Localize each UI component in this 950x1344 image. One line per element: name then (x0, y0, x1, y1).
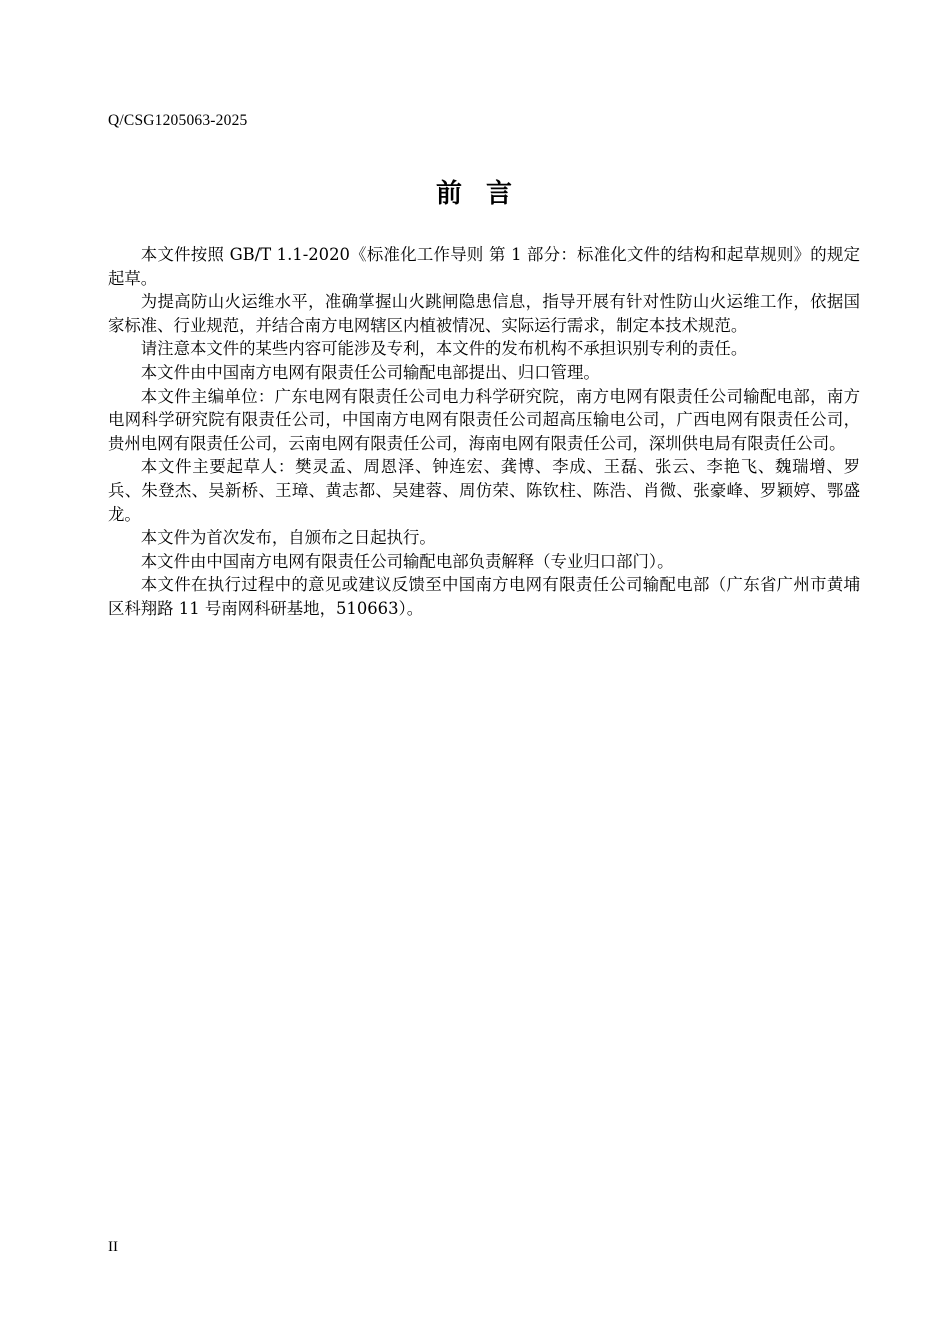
paragraph-proposing-organization: 本文件由中国南方电网有限责任公司输配电部提出、归口管理。 (140, 362, 600, 382)
paragraph-first-release: 本文件为首次发布，自颁布之日起执行。 (140, 528, 436, 548)
page-title-char-2: 言 (486, 179, 515, 209)
paragraph-feedback: 本文件在执行过程中的意见或建议反馈至中国南方电网有限责任公司输配电部（广东省广州市黄埔区科翔路 11 号南网科研基地，510663）。 (108, 575, 860, 618)
foreword-body (108, 243, 860, 621)
page-title (0, 178, 950, 212)
paragraph-patent-notice: 请注意本文件的某些内容可能涉及专利，本文件的发布机构不承担识别专利的责任。 (140, 339, 748, 359)
paragraph-main-drafters: 本文件主要起草人：樊灵孟、周恩泽、钟连宏、龚博、李成、王磊、张云、李艳飞、魏瑞增、罗兵、朱登杰、吴新桥、王璋、黄志都、吴建蓉、周仿荣、陈钦柱、陈浩、肖微、张豪峰、罗颖婷、鄂盛龙。 (108, 457, 860, 524)
page-title-char-1: 前 (435, 179, 464, 209)
document-standard-number: Q/CSG1205063-2025 (108, 112, 248, 129)
page-number: II (108, 1239, 118, 1255)
paragraph-purpose: 为提高防山火运维水平，准确掌握山火跳闸隐患信息，指导开展有针对性防山火运维工作，依据国家标准、行业规范，并结合南方电网辖区内植被情况、实际运行需求，制定本技术规范。 (108, 292, 860, 335)
paragraph-interpretation: 本文件由中国南方电网有限责任公司输配电部负责解释（专业归口部门）。 (140, 551, 674, 571)
paragraph-drafting-basis: 本文件按照 GB/T 1.1-2020《标准化工作导则 第 1 部分：标准化文件的结构和起草规则》的规定起草。 (108, 245, 860, 288)
paragraph-editing-units: 本文件主编单位：广东电网有限责任公司电力科学研究院，南方电网有限责任公司输配电部，南方电网科学研究院有限责任公司，中国南方电网有限责任公司超高压输电公司，广西电网有限责任公司，贵州电网有限责任公司，云南电网有限责任公司，海南电网有限责任公司，深圳供电局有限责任公司。 (108, 386, 860, 453)
